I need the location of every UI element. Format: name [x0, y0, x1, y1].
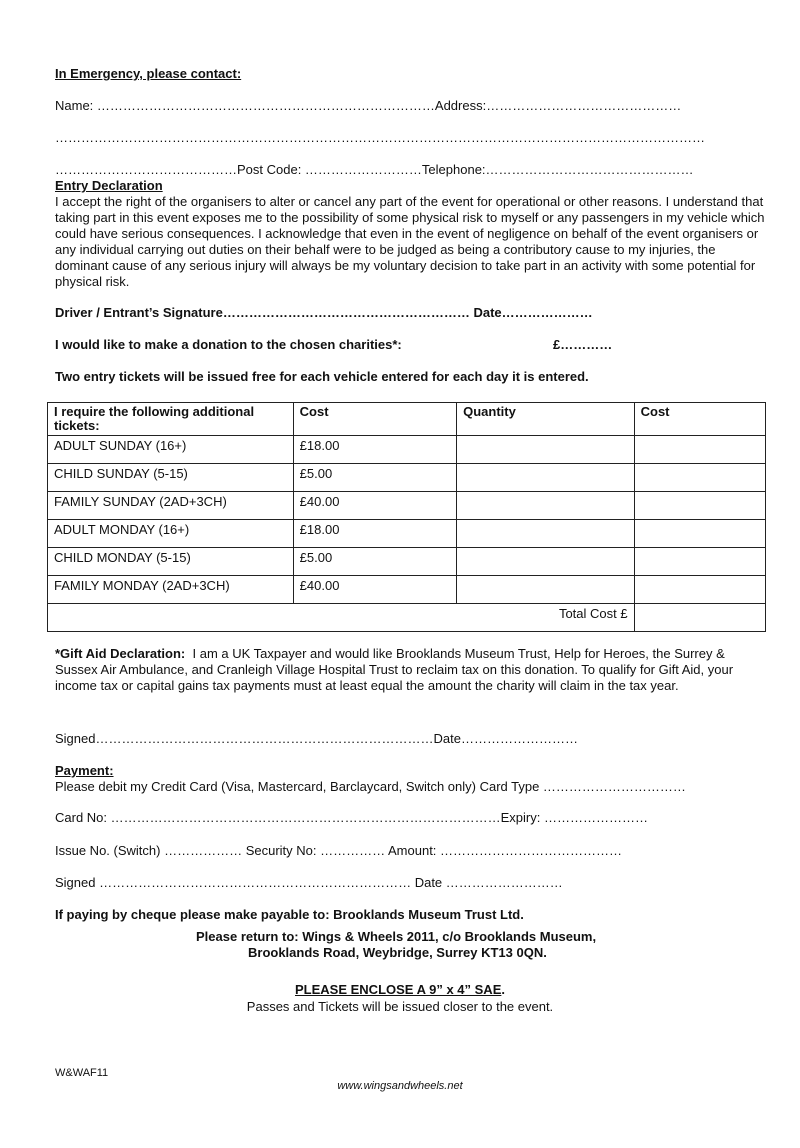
table-row — [48, 548, 766, 576]
emergency-postcode-telephone-line[interactable]: ……………………………………Post Code: ………………………Telephone:………………………………………… — [55, 162, 694, 177]
free-tickets-note: Two entry tickets will be issued free for each vehicle entered for each day it is entered. — [55, 369, 589, 384]
emergency-heading: In Emergency, please contact: — [55, 66, 242, 81]
quantity-input-cell[interactable] — [457, 576, 634, 604]
website-link[interactable]: www.wingsandwheels.net — [337, 1080, 463, 1092]
ticket-cost-cell: £18.00 — [293, 436, 456, 464]
header-cost: Cost — [293, 403, 456, 436]
payment-signed-line[interactable]: Signed ……………………………………………………………… Date ……………………… — [55, 875, 563, 890]
issue-security-amount-line[interactable]: Issue No. (Switch) ……………… Security No: …………… Amount: …………………………………… — [55, 843, 623, 858]
enclose-sae-line — [0, 982, 800, 997]
total-cost-label: Total Cost £ — [48, 604, 635, 632]
total-row — [48, 604, 766, 632]
table-row — [48, 436, 766, 464]
ticket-cost-cell: £40.00 — [293, 492, 456, 520]
additional-tickets-table — [47, 402, 766, 632]
entry-declaration-text: I accept the right of the organisers to alter or cancel any part of the event for operational or other reasons. I understand that taking part in this event exposes me to the possibility of some physical risk to myself or any passengers in my vehicle which could have serious consequences. I acknowledge that even in the event of negligence on behalf of the event organisers or any individual carrying out duties on their behalf were to be judged as being a contributory cause to my injuries, the dominant cause of any serious injury will always be my voluntary decision to take part in an activity with some potential for physical risk. — [55, 194, 765, 289]
return-address-line-1: Please return to: Wings & Wheels 2011, c/o Brooklands Museum, — [196, 929, 597, 944]
emergency-name-address-line[interactable]: Name: ……………………………………………………………………Address:……………………………………… — [55, 98, 682, 113]
enclose-sae-suffix: . — [501, 982, 505, 997]
emergency-address-line-2[interactable]: …………………………………………………………………………………………………………………………………… — [55, 130, 705, 145]
ticket-cost-cell: £5.00 — [293, 548, 456, 576]
header-ticket-type: I require the following additional tickets: — [48, 403, 294, 436]
driver-signature-line[interactable]: Driver / Entrant’s Signature………………………………………………… Date………………… — [55, 305, 593, 320]
gift-aid-label: *Gift Aid Declaration: — [55, 646, 186, 661]
header-quantity: Quantity — [457, 403, 634, 436]
line-cost-input-cell[interactable] — [634, 520, 765, 548]
quantity-input-cell[interactable] — [457, 464, 634, 492]
ticket-type-cell: FAMILY MONDAY (2AD+3CH) — [48, 576, 294, 604]
enclose-sae-text: PLEASE ENCLOSE A 9” x 4” SAE — [295, 982, 502, 997]
table-row — [48, 576, 766, 604]
ticket-type-cell: ADULT MONDAY (16+) — [48, 520, 294, 548]
ticket-type-cell: CHILD SUNDAY (5-15) — [48, 464, 294, 492]
total-cost-input-cell[interactable] — [634, 604, 765, 632]
gift-aid-declaration — [55, 646, 770, 694]
return-address-line-2: Brooklands Road, Weybridge, Surrey KT13 0QN. — [248, 945, 547, 960]
ticket-type-cell: ADULT SUNDAY (16+) — [48, 436, 294, 464]
passes-issued-note: Passes and Tickets will be issued closer to the event. — [246, 999, 554, 1014]
donation-label: I would like to make a donation to the chosen charities*: — [55, 337, 402, 352]
ticket-cost-cell: £40.00 — [293, 576, 456, 604]
cheque-payable-note: If paying by cheque please make payable to: Brooklands Museum Trust Ltd. — [55, 907, 524, 922]
line-cost-input-cell[interactable] — [634, 548, 765, 576]
ticket-type-cell: CHILD MONDAY (5-15) — [48, 548, 294, 576]
quantity-input-cell[interactable] — [457, 436, 634, 464]
line-cost-input-cell[interactable] — [634, 492, 765, 520]
line-cost-input-cell[interactable] — [634, 464, 765, 492]
card-number-expiry-line[interactable]: Card No: ………………………………………………………………………………Expiry: …………………… — [55, 810, 648, 825]
quantity-input-cell[interactable] — [457, 520, 634, 548]
card-type-line[interactable]: Please debit my Credit Card (Visa, Mastercard, Barclaycard, Switch only) Card Type …………………………… — [55, 779, 686, 794]
line-cost-input-cell[interactable] — [634, 436, 765, 464]
entry-declaration-heading: Entry Declaration — [55, 178, 163, 193]
gift-aid-text: I am a UK Taxpayer and would like Brooklands Museum Trust, Help for Heroes, the Surrey & Sussex Air Ambulance, and Cranleigh Village Hospital Trust to reclaim tax on this donation. To qualify for Gift Aid, your income tax or capital gains tax payments must at least equal the amount the charity will claim in the tax year. — [55, 646, 734, 693]
quantity-input-cell[interactable] — [457, 548, 634, 576]
donation-amount-field[interactable]: £………… — [553, 337, 613, 352]
quantity-input-cell[interactable] — [457, 492, 634, 520]
table-row — [48, 520, 766, 548]
gift-aid-signed-line[interactable]: Signed……………………………………………………………………Date……………………… — [55, 731, 578, 746]
form-code: W&WAF11 — [55, 1067, 109, 1079]
ticket-cost-cell: £5.00 — [293, 464, 456, 492]
line-cost-input-cell[interactable] — [634, 576, 765, 604]
table-row — [48, 492, 766, 520]
header-total-cost: Cost — [634, 403, 765, 436]
payment-heading: Payment: — [55, 763, 114, 778]
table-header-row — [48, 403, 766, 436]
ticket-type-cell: FAMILY SUNDAY (2AD+3CH) — [48, 492, 294, 520]
ticket-cost-cell: £18.00 — [293, 520, 456, 548]
table-row — [48, 464, 766, 492]
